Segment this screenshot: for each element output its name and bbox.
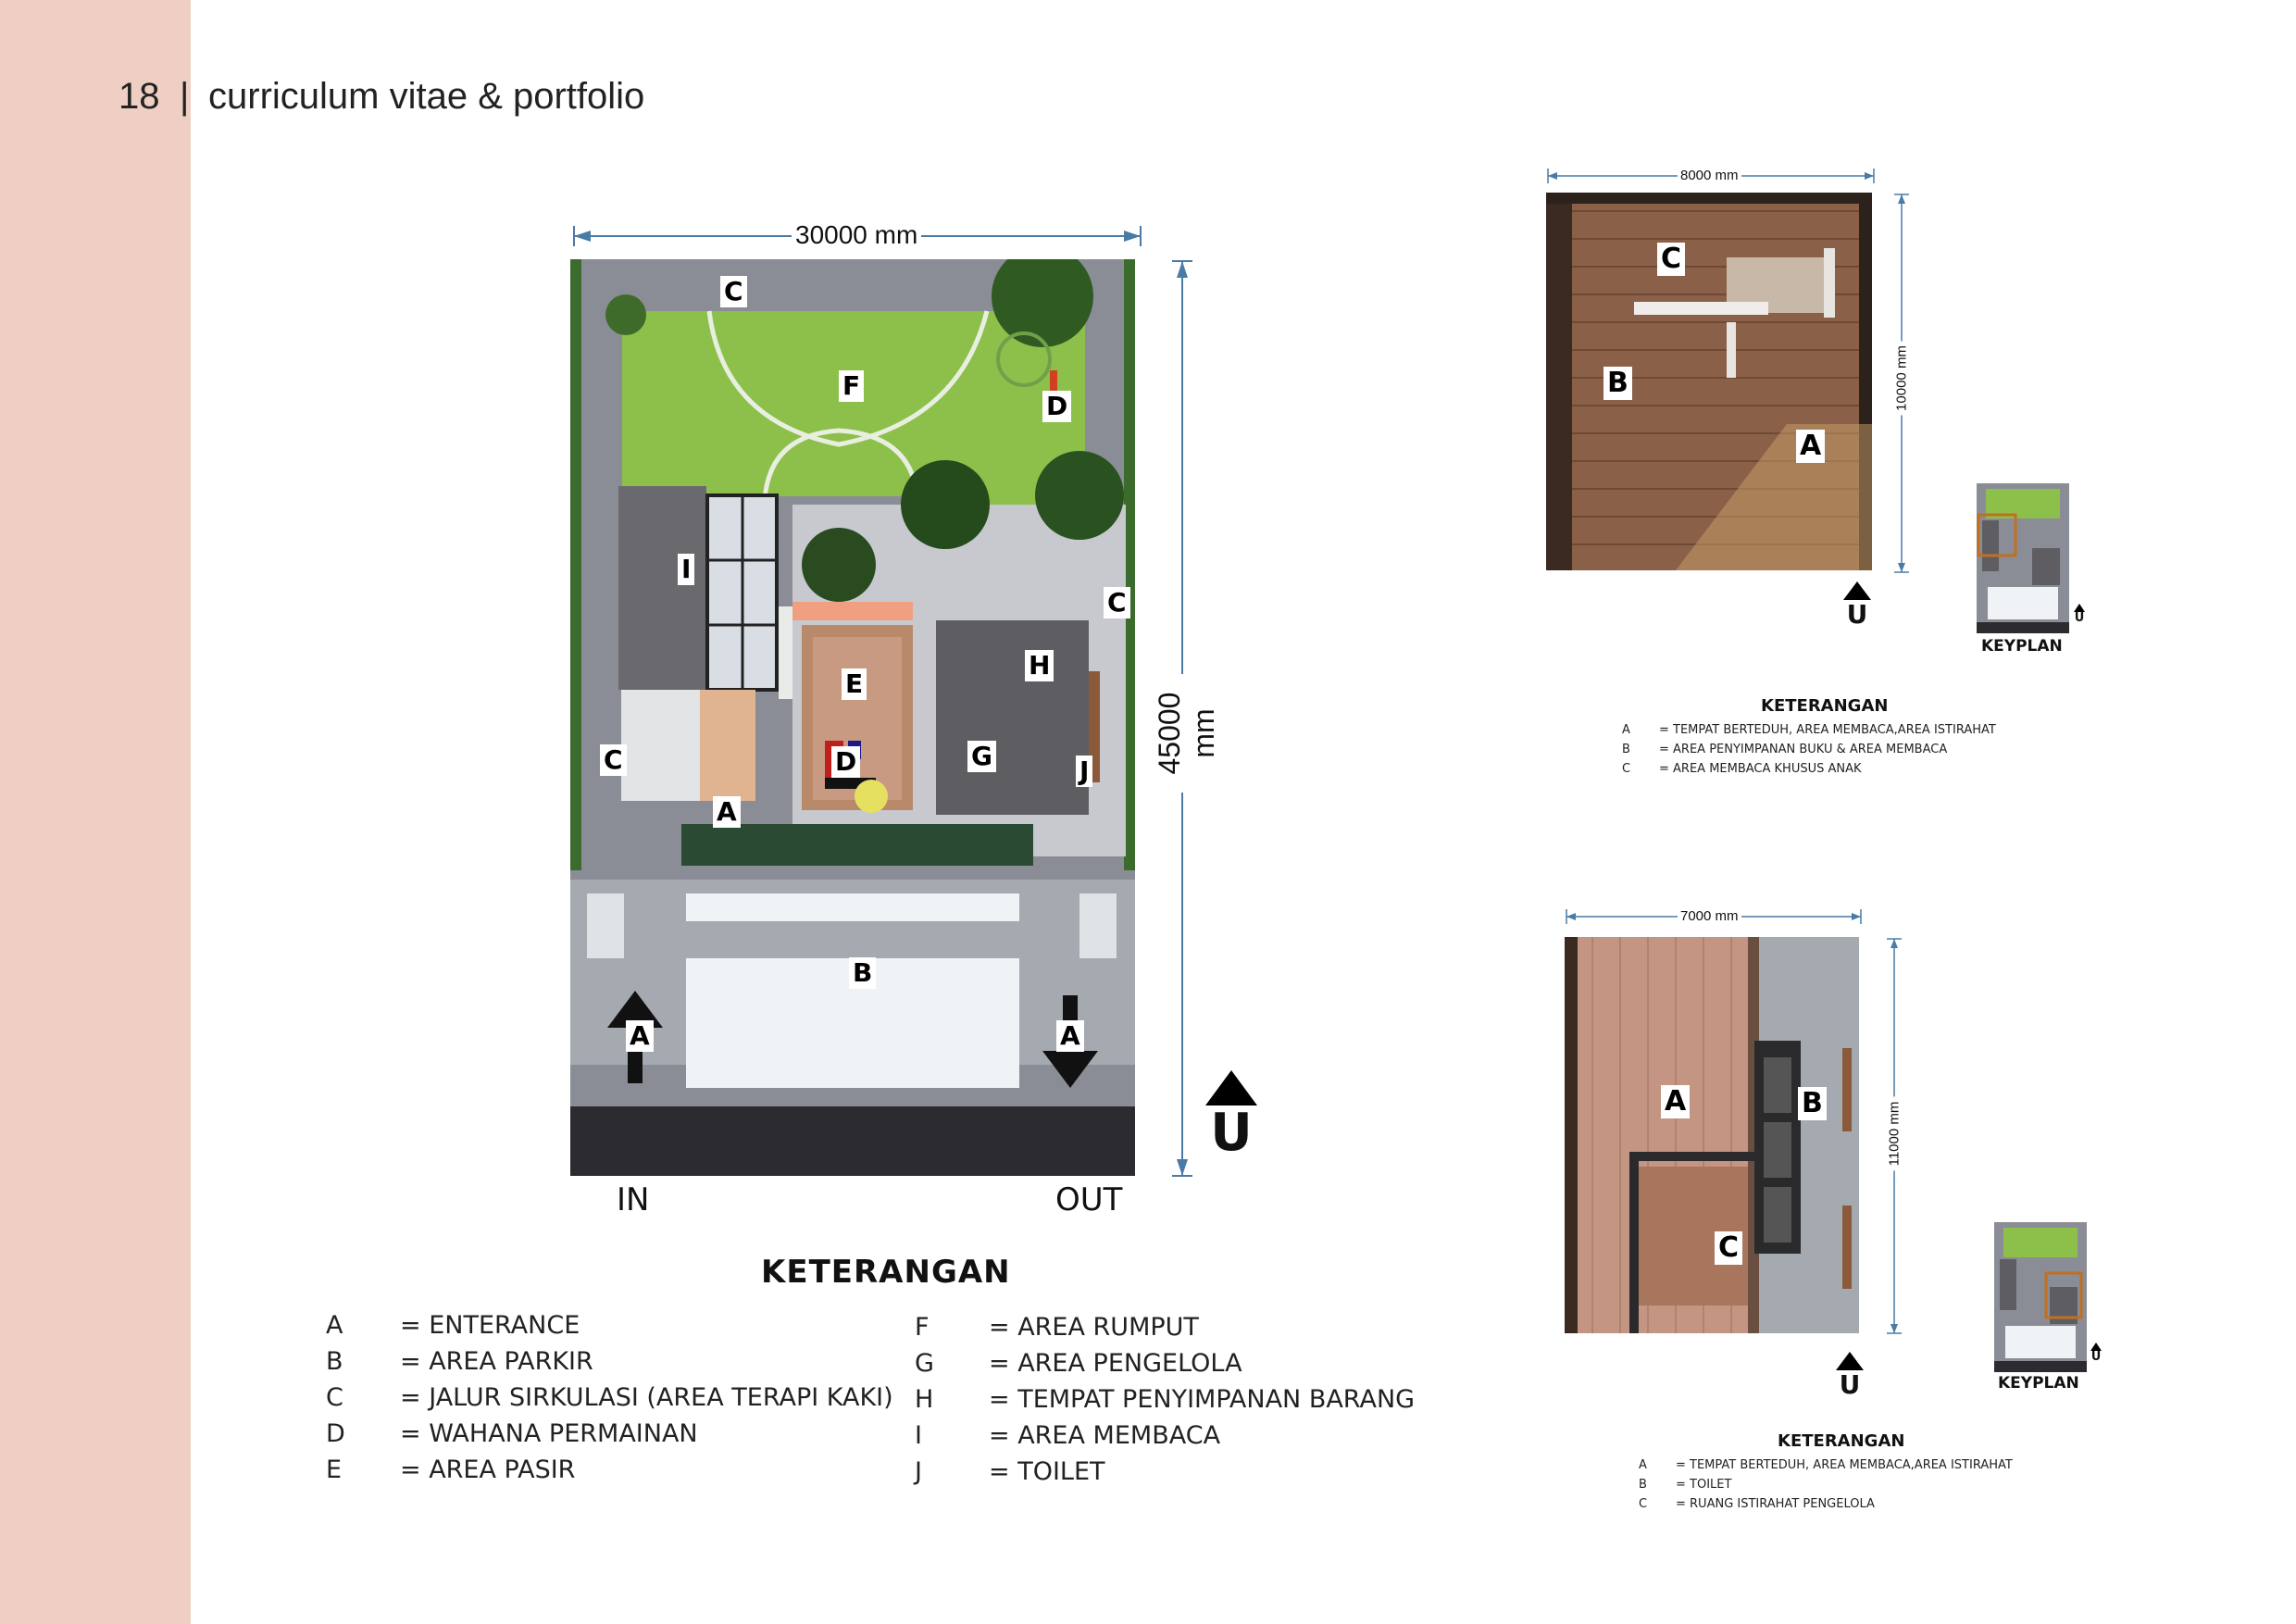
room1-keyplan-north: U: [2072, 604, 2087, 625]
plan-label-c: C: [720, 276, 747, 307]
page-title: curriculum vitae & portfolio: [208, 76, 645, 117]
plan-label-d: D: [1042, 391, 1071, 422]
room2-label-a: A: [1661, 1085, 1690, 1118]
header-separator: |: [180, 76, 190, 117]
site-legend-title: KETERANGAN: [761, 1254, 1011, 1291]
plan-label-a: A: [713, 796, 741, 828]
room2-width-label: 7000 mm: [1678, 908, 1741, 924]
site-width-label: 30000 mm: [792, 220, 921, 250]
room1-label-c: C: [1657, 243, 1685, 276]
room2-height-label: 11000 mm: [1887, 1097, 1903, 1171]
entry-label: IN: [617, 1181, 650, 1218]
room2-keyplan: [1994, 1222, 2087, 1372]
site-legend-left: [326, 1307, 893, 1488]
room1-label-b: B: [1603, 367, 1632, 400]
plan-label-f: F: [839, 370, 864, 402]
site-north-indicator: [1204, 1070, 1259, 1161]
legend-row: B = AREA PENYIMPANAN BUKU & AREA MEMBACA: [1622, 743, 1948, 756]
legend-row: A = ENTERANCE: [326, 1311, 580, 1340]
legend-row: G = AREA PENGELOLA: [915, 1349, 1242, 1378]
north-arrow-icon: [1205, 1070, 1257, 1106]
room1-keyplan: [1977, 483, 2069, 633]
plan-label-d: D: [831, 746, 860, 778]
plan-label-b: B: [849, 957, 876, 989]
legend-row: B = AREA PARKIR: [326, 1347, 593, 1376]
room2-label-c: C: [1715, 1231, 1742, 1265]
room1-drawing: [1546, 193, 1872, 570]
keyplan-thumbnail: [1994, 1222, 2087, 1372]
legend-row: E = AREA PASIR: [326, 1455, 576, 1484]
page-number: 18: [119, 76, 160, 117]
legend-row: C = AREA MEMBACA KHUSUS ANAK: [1622, 762, 1862, 776]
legend-row: J = TOILET: [915, 1457, 1105, 1486]
plan-label-g: G: [967, 741, 996, 772]
room2-plan: [1565, 937, 1859, 1333]
plan-label-a: A: [1056, 1020, 1084, 1052]
room2-drawing: [1565, 937, 1859, 1333]
exit-label: OUT: [1055, 1181, 1123, 1218]
north-arrow-icon: [1836, 1352, 1864, 1370]
room2-label-b: B: [1798, 1087, 1827, 1120]
keyplan-thumbnail: [1977, 483, 2069, 633]
room1-legend: [1622, 720, 1996, 779]
room2-legend-title: KETERANGAN: [1778, 1431, 1905, 1451]
side-band: [0, 0, 191, 1624]
north-label: U: [1846, 599, 1868, 630]
room1-plan: [1546, 193, 1872, 570]
legend-row: A = TEMPAT BERTEDUH, AREA MEMBACA,AREA ISTIRAHAT: [1639, 1458, 2013, 1472]
legend-row: I = AREA MEMBACA: [915, 1421, 1221, 1450]
legend-row: C = JALUR SIRKULASI (AREA TERAPI KAKI): [326, 1383, 893, 1412]
north-label: U: [1839, 1369, 1861, 1400]
room1-width-label: 8000 mm: [1678, 168, 1741, 183]
legend-row: F = AREA RUMPUT: [915, 1313, 1199, 1342]
room1-label-a: A: [1796, 430, 1825, 463]
north-arrow-icon: [1843, 581, 1871, 600]
room2-keyplan-label: KEYPLAN: [1998, 1374, 2079, 1393]
north-label: U: [1210, 1103, 1253, 1163]
room1-legend-title: KETERANGAN: [1761, 696, 1889, 716]
legend-row: D = WAHANA PERMAINAN: [326, 1419, 698, 1448]
plan-label-j: J: [1076, 756, 1092, 787]
room1-height-label: 10000 mm: [1894, 342, 1910, 416]
room1-north-indicator: [1841, 581, 1874, 630]
plan-label-a: A: [626, 1020, 654, 1052]
legend-row: C = RUANG ISTIRAHAT PENGELOLA: [1639, 1497, 1875, 1511]
room2-north-indicator: [1833, 1352, 1866, 1400]
site-height-label: 45000 mm: [1153, 674, 1221, 793]
room2-legend: [1639, 1455, 2013, 1514]
plan-label-e: E: [842, 668, 867, 700]
room2-keyplan-north: U: [2089, 1343, 2103, 1364]
legend-row: A = TEMPAT BERTEDUH, AREA MEMBACA,AREA ISTIRAHAT: [1622, 723, 1996, 737]
plan-label-i: I: [678, 554, 694, 585]
legend-row: H = TEMPAT PENYIMPANAN BARANG: [915, 1385, 1416, 1414]
legend-row: B = TOILET: [1639, 1478, 1732, 1492]
plan-label-c: C: [600, 744, 627, 776]
room1-keyplan-label: KEYPLAN: [1981, 637, 2063, 656]
plan-label-c: C: [1104, 587, 1130, 618]
plan-label-h: H: [1025, 650, 1054, 681]
site-legend-right: [915, 1309, 1415, 1490]
